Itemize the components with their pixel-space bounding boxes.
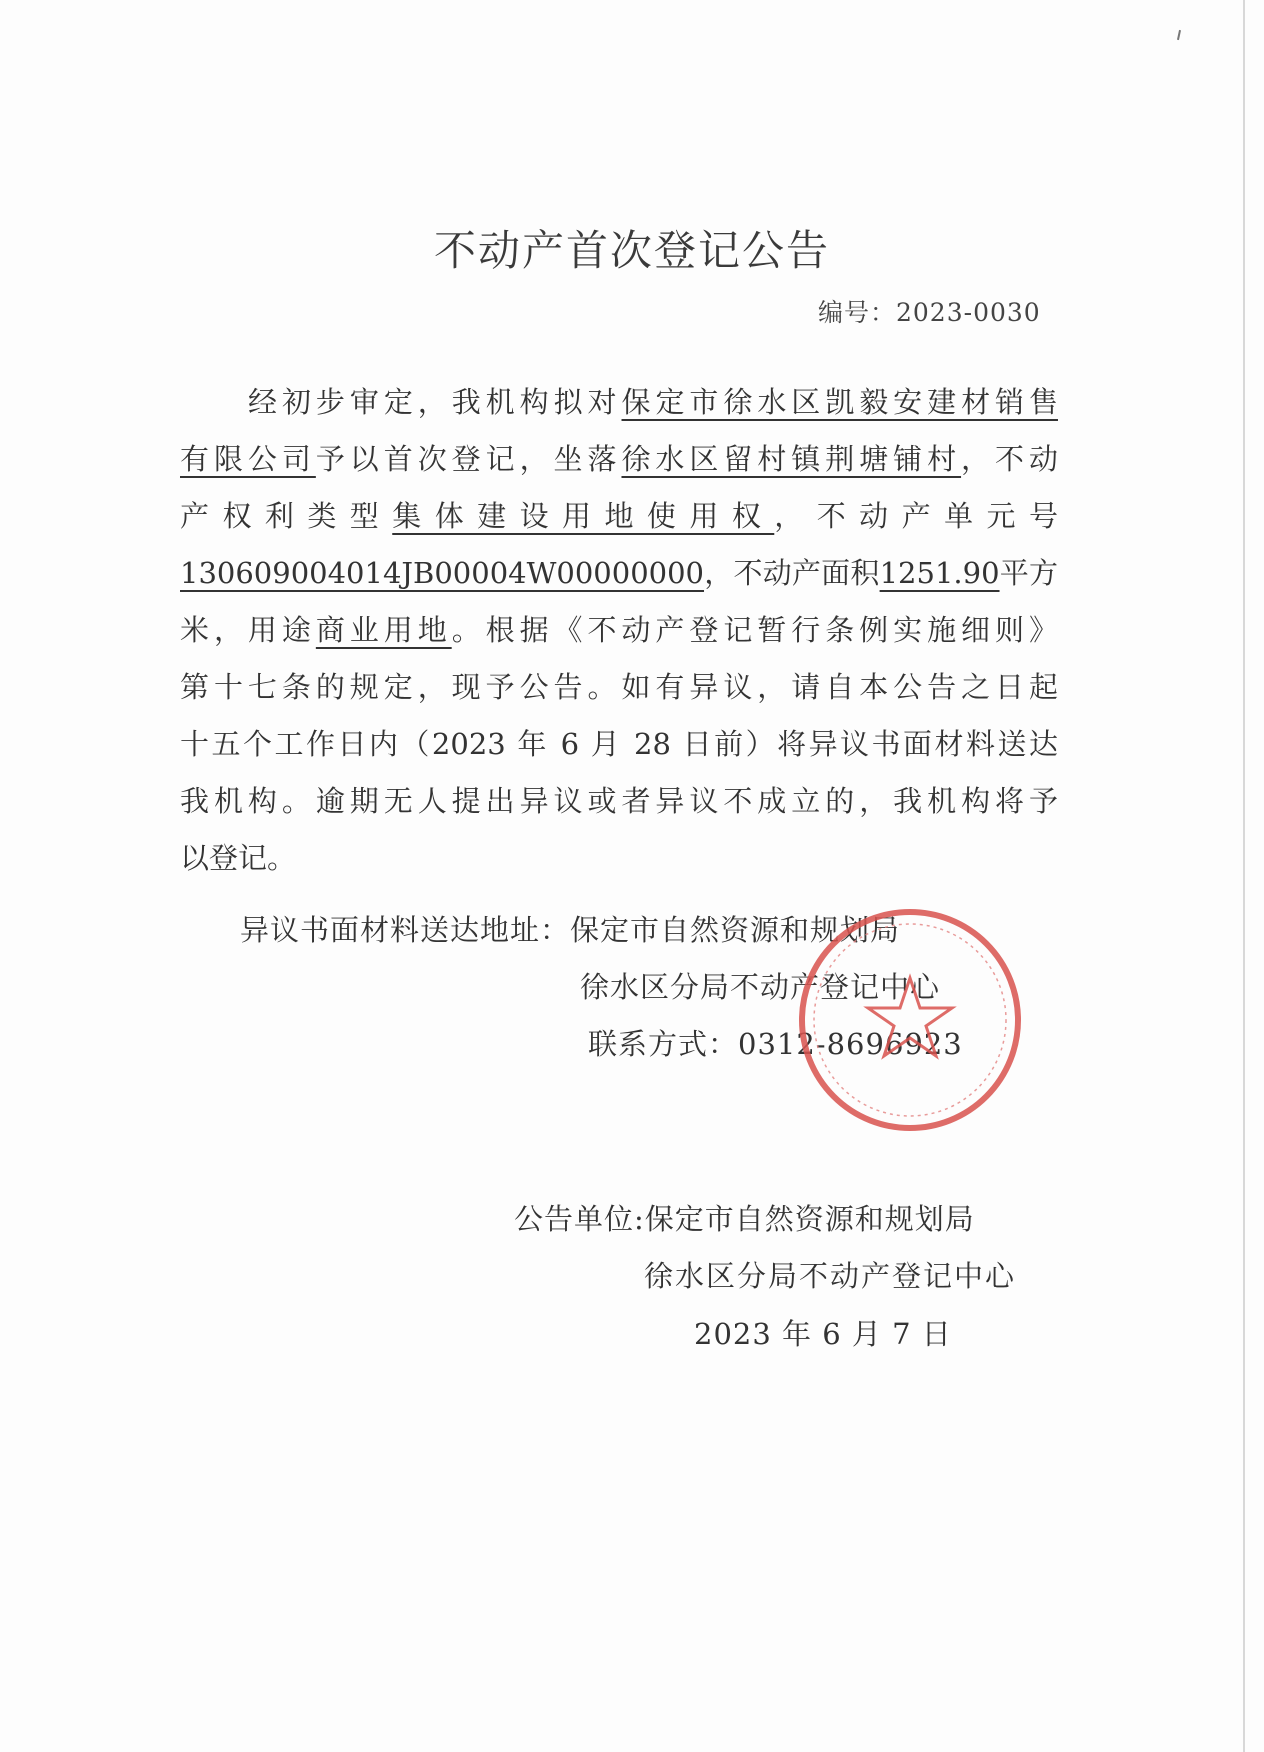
body-line-4 [180, 551, 1058, 593]
body-text: 米，用途 [180, 613, 316, 647]
body-line-7: 十五个工作日内（2023 年 6 月 28 日前）将异议书面材料送达 [180, 727, 1058, 761]
scan-mark [1177, 30, 1181, 40]
company-name-part2: 有限公司 [180, 442, 316, 476]
issuer-department: 徐水区分局不动产登记中心 [644, 1259, 1017, 1293]
land-use: 商业用地 [315, 613, 452, 647]
body-text: 产权利类型 [180, 499, 393, 533]
body-line-8: 我机构。逾期无人提出异议或者异议不成立的，我机构将予 [180, 784, 1058, 818]
notice-title: 不动产首次登记公告 [433, 226, 830, 275]
body-line-6: 第十七条的规定，现予公告。如有异议，请自本公告之日起 [180, 670, 1058, 704]
objection-address: 异议书面材料送达地址：保定市自然资源和规划局 [240, 913, 901, 947]
body-line-9: 以登记。 [180, 841, 297, 875]
notice-number: 编号：2023-0030 [818, 298, 1041, 327]
property-area: 1251.90 [879, 556, 1000, 590]
notice-date: 2023 年 6 月 7 日 [694, 1317, 952, 1351]
body-text: ，不动产单元号 [774, 499, 1058, 533]
unit-number: 130609004014JB00004W00000000 [180, 556, 705, 590]
company-name-part1: 保定市徐水区凯毅安建材销售 [621, 385, 1058, 419]
objection-address-line2: 徐水区分局不动产登记中心 [580, 970, 941, 1004]
body-line-5 [180, 608, 1058, 650]
official-seal-icon [790, 900, 1030, 1140]
body-line-1 [248, 380, 1058, 422]
body-line-3 [180, 494, 1058, 536]
right-type: 集体建设用地使用权 [392, 499, 775, 533]
issuer-name: 公告单位:保定市自然资源和规划局 [514, 1202, 975, 1236]
body-text: 经初步审定，我机构拟对 [248, 385, 622, 419]
body-text: ，不动产面积 [704, 556, 880, 590]
body-text: ，不动 [961, 442, 1058, 476]
body-text: 。根据《不动产登记暂行条例实施细则》 [451, 613, 1058, 647]
body-line-2 [180, 437, 1058, 479]
body-text: 平方 [999, 556, 1058, 590]
contact-phone: 联系方式：0312-8696923 [588, 1027, 963, 1061]
body-text: 予以首次登记，坐落 [315, 442, 622, 476]
property-location: 徐水区留村镇荆塘铺村 [621, 442, 962, 476]
